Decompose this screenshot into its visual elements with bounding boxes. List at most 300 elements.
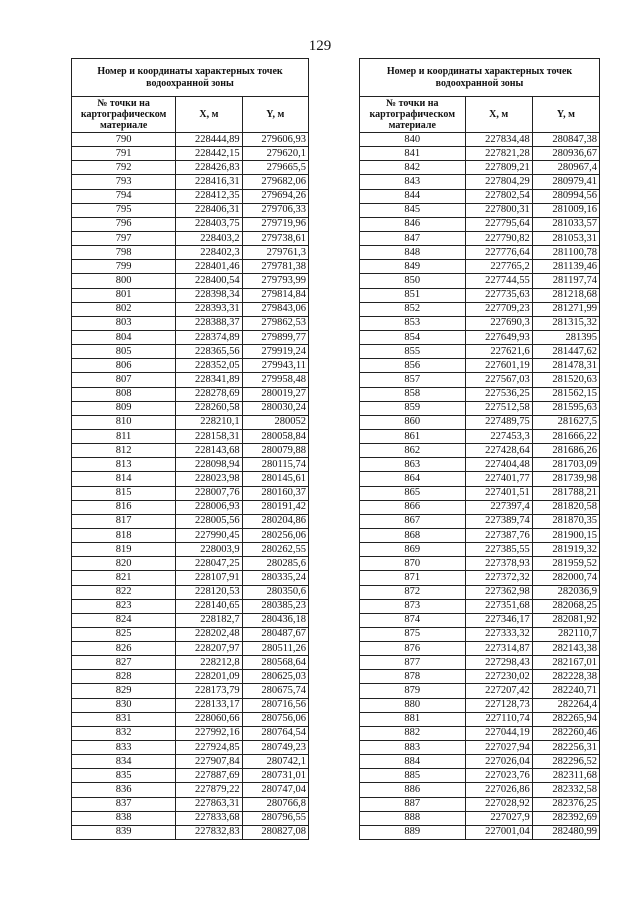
point-number-cell: 802: [72, 302, 176, 316]
table-row: [72, 528, 309, 542]
point-number-cell: 827: [72, 656, 176, 670]
x-coordinate-cell: 228212,8: [176, 656, 242, 670]
table-row: [72, 401, 309, 415]
x-coordinate-cell: 227744,55: [465, 274, 532, 288]
table-row: [360, 189, 600, 203]
y-coordinate-cell: 281686,26: [532, 444, 599, 458]
point-number-cell: 844: [360, 189, 466, 203]
point-number-cell: 804: [72, 330, 176, 344]
x-coordinate-cell: 227765,2: [465, 260, 532, 274]
table-row: [360, 642, 600, 656]
y-coordinate-cell: 279665,5: [242, 161, 308, 175]
table-row: [360, 585, 600, 599]
point-number-cell: 878: [360, 670, 466, 684]
y-coordinate-cell: 279694,26: [242, 189, 308, 203]
point-number-cell: 814: [72, 472, 176, 486]
point-number-cell: 797: [72, 231, 176, 245]
point-number-cell: 886: [360, 783, 466, 797]
point-number-cell: 832: [72, 726, 176, 740]
point-number-cell: 793: [72, 175, 176, 189]
table-row: [360, 246, 600, 260]
table-title: Номер и координаты характерных точек водоохранной зоны: [72, 59, 309, 97]
point-number-cell: 809: [72, 401, 176, 415]
point-number-cell: 888: [360, 811, 466, 825]
table-body: [360, 133, 600, 840]
y-coordinate-cell: 280625,03: [242, 670, 308, 684]
y-coordinate-cell: 280335,24: [242, 571, 308, 585]
point-number-cell: 846: [360, 217, 466, 231]
x-coordinate-cell: 227230,02: [465, 670, 532, 684]
table-row: [72, 557, 309, 571]
point-number-cell: 803: [72, 316, 176, 330]
point-number-cell: 868: [360, 528, 466, 542]
table-row: [72, 726, 309, 740]
y-coordinate-cell: 282264,4: [532, 698, 599, 712]
table-row: [360, 755, 600, 769]
column-header-point: № точки на картографическом материале: [72, 97, 176, 133]
table-row: [72, 472, 309, 486]
x-coordinate-cell: 227362,98: [465, 585, 532, 599]
point-number-cell: 816: [72, 500, 176, 514]
y-coordinate-cell: 280766,8: [242, 797, 308, 811]
column-header-y: Y, м: [532, 97, 599, 133]
y-coordinate-cell: 280936,67: [532, 147, 599, 161]
point-number-cell: 861: [360, 429, 466, 443]
point-number-cell: 866: [360, 500, 466, 514]
point-number-cell: 867: [360, 514, 466, 528]
table-row: [360, 698, 600, 712]
coordinates-table-right: [359, 58, 600, 840]
point-number-cell: 885: [360, 769, 466, 783]
x-coordinate-cell: 227023,76: [465, 769, 532, 783]
point-number-cell: 869: [360, 543, 466, 557]
x-coordinate-cell: 228412,35: [176, 189, 242, 203]
x-coordinate-cell: 228210,1: [176, 415, 242, 429]
point-number-cell: 799: [72, 260, 176, 274]
table-row: [72, 359, 309, 373]
table-row: [360, 387, 600, 401]
y-coordinate-cell: 280675,74: [242, 684, 308, 698]
point-number-cell: 839: [72, 825, 176, 839]
x-coordinate-cell: 228398,34: [176, 288, 242, 302]
table-row: [360, 486, 600, 500]
table-row: [72, 302, 309, 316]
table-row: [72, 741, 309, 755]
x-coordinate-cell: 228393,31: [176, 302, 242, 316]
y-coordinate-cell: 279620,1: [242, 147, 308, 161]
y-coordinate-cell: 280145,61: [242, 472, 308, 486]
x-coordinate-cell: 227809,21: [465, 161, 532, 175]
table-row: [360, 274, 600, 288]
table-row: [360, 161, 600, 175]
table-row: [72, 797, 309, 811]
point-number-cell: 881: [360, 712, 466, 726]
y-coordinate-cell: 280191,42: [242, 500, 308, 514]
y-coordinate-cell: 280285,6: [242, 557, 308, 571]
point-number-cell: 811: [72, 429, 176, 443]
table-row: [360, 345, 600, 359]
x-coordinate-cell: 227389,74: [465, 514, 532, 528]
y-coordinate-cell: 281447,62: [532, 345, 599, 359]
y-coordinate-cell: 282392,69: [532, 811, 599, 825]
point-number-cell: 801: [72, 288, 176, 302]
x-coordinate-cell: 228060,66: [176, 712, 242, 726]
point-number-cell: 796: [72, 217, 176, 231]
table-row: [72, 444, 309, 458]
x-coordinate-cell: 227333,32: [465, 627, 532, 641]
point-number-cell: 842: [360, 161, 466, 175]
y-coordinate-cell: 282167,01: [532, 656, 599, 670]
x-coordinate-cell: 227924,85: [176, 741, 242, 755]
point-number-cell: 824: [72, 613, 176, 627]
table-row: [72, 429, 309, 443]
table-row: [72, 712, 309, 726]
x-coordinate-cell: 228098,94: [176, 458, 242, 472]
y-coordinate-cell: 279706,33: [242, 203, 308, 217]
y-coordinate-cell: 279899,77: [242, 330, 308, 344]
point-number-cell: 847: [360, 231, 466, 245]
table-row: [360, 528, 600, 542]
table-row: [72, 203, 309, 217]
x-coordinate-cell: 228143,68: [176, 444, 242, 458]
point-number-cell: 855: [360, 345, 466, 359]
x-coordinate-cell: 228352,05: [176, 359, 242, 373]
x-coordinate-cell: 227821,28: [465, 147, 532, 161]
y-coordinate-cell: 279606,93: [242, 133, 308, 147]
table-row: [72, 486, 309, 500]
point-number-cell: 813: [72, 458, 176, 472]
x-coordinate-cell: 228341,89: [176, 373, 242, 387]
table-row: [360, 769, 600, 783]
y-coordinate-cell: 279943,11: [242, 359, 308, 373]
x-coordinate-cell: 227795,64: [465, 217, 532, 231]
table-row: [72, 825, 309, 839]
point-number-cell: 880: [360, 698, 466, 712]
table-row: [72, 330, 309, 344]
point-number-cell: 815: [72, 486, 176, 500]
table-row: [360, 147, 600, 161]
table-row: [360, 571, 600, 585]
table-row: [72, 500, 309, 514]
y-coordinate-cell: 281395: [532, 330, 599, 344]
point-number-cell: 865: [360, 486, 466, 500]
x-coordinate-cell: 228047,25: [176, 557, 242, 571]
y-coordinate-cell: 281788,21: [532, 486, 599, 500]
x-coordinate-cell: 227879,22: [176, 783, 242, 797]
x-coordinate-cell: 227790,82: [465, 231, 532, 245]
point-number-cell: 884: [360, 755, 466, 769]
table-row: [72, 260, 309, 274]
table-row: [72, 316, 309, 330]
y-coordinate-cell: 280262,55: [242, 543, 308, 557]
y-coordinate-cell: 279793,99: [242, 274, 308, 288]
x-coordinate-cell: 227709,23: [465, 302, 532, 316]
point-number-cell: 887: [360, 797, 466, 811]
y-coordinate-cell: 280796,55: [242, 811, 308, 825]
y-coordinate-cell: 281627,5: [532, 415, 599, 429]
y-coordinate-cell: 279719,96: [242, 217, 308, 231]
x-coordinate-cell: 228374,89: [176, 330, 242, 344]
x-coordinate-cell: 227567,03: [465, 373, 532, 387]
y-coordinate-cell: 281100,78: [532, 246, 599, 260]
point-number-cell: 857: [360, 373, 466, 387]
x-coordinate-cell: 228406,31: [176, 203, 242, 217]
point-number-cell: 819: [72, 543, 176, 557]
point-number-cell: 877: [360, 656, 466, 670]
y-coordinate-cell: 280764,54: [242, 726, 308, 740]
y-coordinate-cell: 282036,9: [532, 585, 599, 599]
y-coordinate-cell: 280568,64: [242, 656, 308, 670]
x-coordinate-cell: 227026,86: [465, 783, 532, 797]
table-row: [72, 571, 309, 585]
y-coordinate-cell: 281271,99: [532, 302, 599, 316]
y-coordinate-cell: 280747,04: [242, 783, 308, 797]
point-number-cell: 818: [72, 528, 176, 542]
table-row: [72, 670, 309, 684]
point-number-cell: 830: [72, 698, 176, 712]
table-row: [360, 203, 600, 217]
point-number-cell: 872: [360, 585, 466, 599]
table-row: [360, 316, 600, 330]
point-number-cell: 843: [360, 175, 466, 189]
point-number-cell: 810: [72, 415, 176, 429]
table-row: [72, 133, 309, 147]
y-coordinate-cell: 282000,74: [532, 571, 599, 585]
point-number-cell: 851: [360, 288, 466, 302]
point-number-cell: 795: [72, 203, 176, 217]
point-number-cell: 875: [360, 627, 466, 641]
point-number-cell: 874: [360, 613, 466, 627]
point-number-cell: 833: [72, 741, 176, 755]
y-coordinate-cell: 280350,6: [242, 585, 308, 599]
table-row: [360, 359, 600, 373]
point-number-cell: 873: [360, 599, 466, 613]
point-number-cell: 889: [360, 825, 466, 839]
point-number-cell: 879: [360, 684, 466, 698]
x-coordinate-cell: 228201,09: [176, 670, 242, 684]
table-row: [72, 415, 309, 429]
table-row: [72, 189, 309, 203]
point-number-cell: 792: [72, 161, 176, 175]
point-number-cell: 817: [72, 514, 176, 528]
y-coordinate-cell: 281562,15: [532, 387, 599, 401]
point-number-cell: 805: [72, 345, 176, 359]
y-coordinate-cell: 280979,41: [532, 175, 599, 189]
x-coordinate-cell: 228173,79: [176, 684, 242, 698]
table-row: [360, 627, 600, 641]
point-number-cell: 806: [72, 359, 176, 373]
y-coordinate-cell: 282256,31: [532, 741, 599, 755]
table-row: [360, 684, 600, 698]
y-coordinate-cell: 279958,48: [242, 373, 308, 387]
y-coordinate-cell: 280742,1: [242, 755, 308, 769]
table-row: [72, 387, 309, 401]
page-number: 129: [308, 38, 332, 54]
y-coordinate-cell: 280847,38: [532, 133, 599, 147]
x-coordinate-cell: 227804,29: [465, 175, 532, 189]
y-coordinate-cell: 280385,23: [242, 599, 308, 613]
point-number-cell: 856: [360, 359, 466, 373]
x-coordinate-cell: 228003,9: [176, 543, 242, 557]
point-number-cell: 864: [360, 472, 466, 486]
y-coordinate-cell: 280256,06: [242, 528, 308, 542]
table-row: [72, 246, 309, 260]
x-coordinate-cell: 227601,19: [465, 359, 532, 373]
point-number-cell: 859: [360, 401, 466, 415]
point-number-cell: 848: [360, 246, 466, 260]
x-coordinate-cell: 227990,45: [176, 528, 242, 542]
x-coordinate-cell: 227027,94: [465, 741, 532, 755]
y-coordinate-cell: 281900,15: [532, 528, 599, 542]
table-row: [72, 755, 309, 769]
table-row: [72, 231, 309, 245]
table-row: [360, 133, 600, 147]
x-coordinate-cell: 228426,83: [176, 161, 242, 175]
y-coordinate-cell: 282228,38: [532, 670, 599, 684]
table-row: [360, 260, 600, 274]
x-coordinate-cell: 228023,98: [176, 472, 242, 486]
x-coordinate-cell: 228107,91: [176, 571, 242, 585]
x-coordinate-cell: 228182,7: [176, 613, 242, 627]
column-header-y: Y, м: [242, 97, 308, 133]
table-row: [360, 543, 600, 557]
x-coordinate-cell: 227026,04: [465, 755, 532, 769]
y-coordinate-cell: 281820,58: [532, 500, 599, 514]
x-coordinate-cell: 227027,9: [465, 811, 532, 825]
x-coordinate-cell: 227621,6: [465, 345, 532, 359]
table-row: [360, 726, 600, 740]
table-row: [360, 741, 600, 755]
table-row: [360, 330, 600, 344]
y-coordinate-cell: 281595,63: [532, 401, 599, 415]
y-coordinate-cell: 281520,63: [532, 373, 599, 387]
point-number-cell: 860: [360, 415, 466, 429]
x-coordinate-cell: 227489,75: [465, 415, 532, 429]
x-coordinate-cell: 227802,54: [465, 189, 532, 203]
point-number-cell: 845: [360, 203, 466, 217]
table-row: [72, 288, 309, 302]
y-coordinate-cell: 282110,7: [532, 627, 599, 641]
x-coordinate-cell: 227776,64: [465, 246, 532, 260]
y-coordinate-cell: 279862,53: [242, 316, 308, 330]
x-coordinate-cell: 227833,68: [176, 811, 242, 825]
x-coordinate-cell: 228416,31: [176, 175, 242, 189]
table-row: [360, 401, 600, 415]
y-coordinate-cell: 282081,92: [532, 613, 599, 627]
x-coordinate-cell: 228400,54: [176, 274, 242, 288]
y-coordinate-cell: 280731,01: [242, 769, 308, 783]
point-number-cell: 852: [360, 302, 466, 316]
x-coordinate-cell: 227397,4: [465, 500, 532, 514]
y-coordinate-cell: 279738,61: [242, 231, 308, 245]
table-row: [360, 712, 600, 726]
x-coordinate-cell: 227863,31: [176, 797, 242, 811]
point-number-cell: 808: [72, 387, 176, 401]
point-number-cell: 850: [360, 274, 466, 288]
y-coordinate-cell: 280716,56: [242, 698, 308, 712]
table-row: [360, 500, 600, 514]
y-coordinate-cell: 281703,09: [532, 458, 599, 472]
y-coordinate-cell: 281919,32: [532, 543, 599, 557]
y-coordinate-cell: 280487,67: [242, 627, 308, 641]
table-row: [360, 599, 600, 613]
x-coordinate-cell: 227298,43: [465, 656, 532, 670]
x-coordinate-cell: 227536,25: [465, 387, 532, 401]
y-coordinate-cell: 280160,37: [242, 486, 308, 500]
point-number-cell: 882: [360, 726, 466, 740]
x-coordinate-cell: 227832,83: [176, 825, 242, 839]
point-number-cell: 838: [72, 811, 176, 825]
point-number-cell: 841: [360, 147, 466, 161]
y-coordinate-cell: 282265,94: [532, 712, 599, 726]
table-row: [72, 642, 309, 656]
table-row: [360, 231, 600, 245]
x-coordinate-cell: 227735,63: [465, 288, 532, 302]
x-coordinate-cell: 228444,89: [176, 133, 242, 147]
column-header-point: № точки на картографическом материале: [360, 97, 466, 133]
table-row: [72, 175, 309, 189]
x-coordinate-cell: 227401,51: [465, 486, 532, 500]
x-coordinate-cell: 227378,93: [465, 557, 532, 571]
x-coordinate-cell: 227907,84: [176, 755, 242, 769]
point-number-cell: 820: [72, 557, 176, 571]
table-row: [72, 373, 309, 387]
y-coordinate-cell: 282143,38: [532, 642, 599, 656]
x-coordinate-cell: 227649,93: [465, 330, 532, 344]
x-coordinate-cell: 227800,31: [465, 203, 532, 217]
x-coordinate-cell: 227372,32: [465, 571, 532, 585]
x-coordinate-cell: 228120,53: [176, 585, 242, 599]
y-coordinate-cell: 280019,27: [242, 387, 308, 401]
y-coordinate-cell: 281478,31: [532, 359, 599, 373]
table-row: [72, 161, 309, 175]
y-coordinate-cell: 281053,31: [532, 231, 599, 245]
y-coordinate-cell: 281315,32: [532, 316, 599, 330]
y-coordinate-cell: 280756,06: [242, 712, 308, 726]
y-coordinate-cell: 281139,46: [532, 260, 599, 274]
point-number-cell: 826: [72, 642, 176, 656]
table-row: [360, 302, 600, 316]
x-coordinate-cell: 228401,46: [176, 260, 242, 274]
x-coordinate-cell: 228140,65: [176, 599, 242, 613]
x-coordinate-cell: 227346,17: [465, 613, 532, 627]
table-row: [360, 458, 600, 472]
point-number-cell: 862: [360, 444, 466, 458]
table-row: [72, 769, 309, 783]
y-coordinate-cell: 279682,06: [242, 175, 308, 189]
table-row: [72, 684, 309, 698]
table-row: [72, 543, 309, 557]
y-coordinate-cell: 279781,38: [242, 260, 308, 274]
y-coordinate-cell: 280079,88: [242, 444, 308, 458]
y-coordinate-cell: 282296,52: [532, 755, 599, 769]
point-number-cell: 821: [72, 571, 176, 585]
x-coordinate-cell: 227401,77: [465, 472, 532, 486]
y-coordinate-cell: 281870,35: [532, 514, 599, 528]
y-coordinate-cell: 279919,24: [242, 345, 308, 359]
table-row: [360, 415, 600, 429]
x-coordinate-cell: 227351,68: [465, 599, 532, 613]
table-row: [360, 175, 600, 189]
x-coordinate-cell: 227992,16: [176, 726, 242, 740]
table-body: [72, 133, 309, 840]
table-row: [360, 444, 600, 458]
table-row: [72, 585, 309, 599]
table-row: [360, 472, 600, 486]
y-coordinate-cell: 280052: [242, 415, 308, 429]
x-coordinate-cell: 228402,3: [176, 246, 242, 260]
point-number-cell: 822: [72, 585, 176, 599]
